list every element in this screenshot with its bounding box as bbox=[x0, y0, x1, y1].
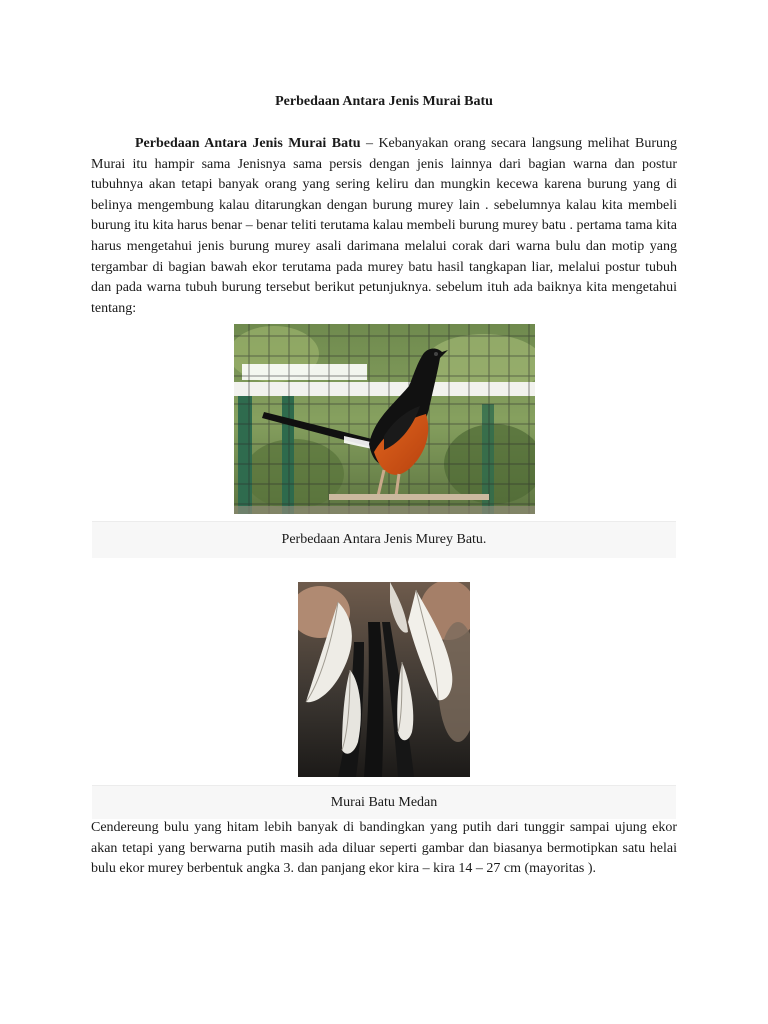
figure-caption-2 bbox=[92, 785, 676, 819]
intro-paragraph bbox=[91, 134, 677, 319]
document-title: Perbedaan Antara Jenis Murai Batu bbox=[275, 94, 493, 109]
intro-body: Kebanyakan orang secara langsung melihat Burung Murai itu hampir sama Jenisnya sama persis dengan jenis lainnya dari bagian warna dan postur tubuhnya akan tetapi banyak orang yang sering keliru dan mungkin kecewa karena burung yang di belinya mengembung kalau ditarungkan dengan burung murey lain . sebelumnya kalau kita membeli burung itu kita harus benar – benar teliti terutama kalau membeli burung murey batu . pertama tama kita harus mengetahui jenis burung murey asali darimana melalui corak dari warna bulu dan motip yang tergambar di bagian bawah ekor terutama pada murey batu hasil tangkapan liar, melalui postur tubuh dan pada warna tubuh burung tersebut berikut petunjuknya. sebelum ituh ada baiknya kita mengetahui tentang: bbox=[91, 136, 677, 316]
intro-lead: Perbedaan Antara Jenis Murai Batu bbox=[135, 136, 361, 151]
figure-caption-1 bbox=[92, 521, 676, 558]
tail-feathers-illustration bbox=[298, 582, 470, 777]
figure-caption-2-text: Murai Batu Medan bbox=[330, 795, 438, 810]
figure-caption-1-text: Perbedaan Antara Jenis Murey Batu. bbox=[281, 532, 487, 547]
intro-dash: – bbox=[360, 136, 379, 151]
section-paragraph: Cendereung bulu yang hitam lebih banyak di bandingkan yang putih dari tunggir sampai ujung ekor akan tetapi yang berwarna putih masih ada diluar seperti gambar dan biasanya bermotipkan satu helai bulu ekor murey berbentuk angka 3. dan panjang ekor kira – kira 14 – 27 cm (mayoritas ). bbox=[91, 820, 677, 877]
murai-batu-bird-photo bbox=[234, 324, 535, 514]
bird-photo-illustration bbox=[234, 324, 535, 514]
murai-batu-tail-feathers-photo bbox=[298, 582, 470, 777]
